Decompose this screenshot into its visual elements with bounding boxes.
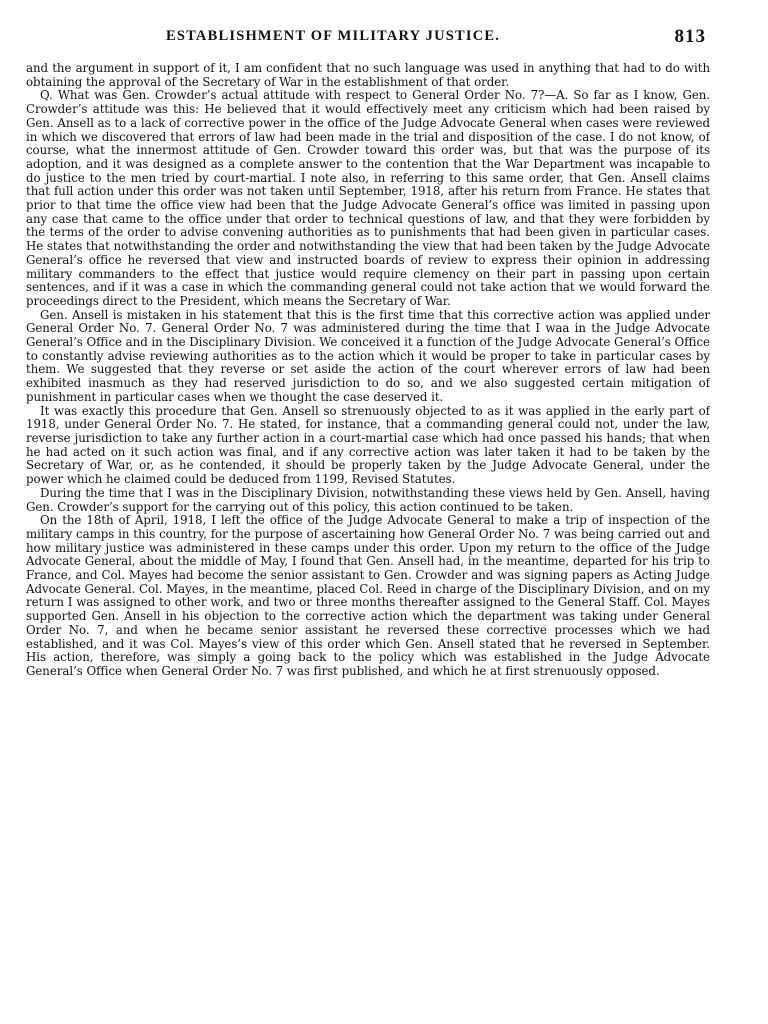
- body-text: [26, 62, 710, 679]
- paragraph-procedure-objection: It was exactly this procedure that Gen. Ansell so strenuously objected to as it was applied in the early part of 1918, under General Order No. 7. He stated, for instance, that a commanding general could not, under the law, reverse jurisdiction to take any further action in a court-martial case which had once passed his hands; that when he had acted on it such action was final, and if any corrective action was later taken it had to be taken by the Secretary of War, or, as he contended, it should be properly taken by the Judge Advocate General, under the power which he claimed could be deduced from 1199, Revised Statutes.: [26, 403, 710, 487]
- page-number: 813: [674, 26, 706, 47]
- paragraph-continued: and the argument in support of it, I am confident that no such language was used in anything that had to do with obtaining the approval of the Secretary of War in the establishment of that order.: [26, 61, 710, 89]
- running-title: ESTABLISHMENT OF MILITARY JUSTICE.: [166, 28, 501, 44]
- paragraph-disciplinary-division: During the time that I was in the Disciplinary Division, notwithstanding these views held by Gen. Ansell, having Gen. Crowder’s support for the carrying out of this policy, this action continued to be taken.: [26, 485, 710, 514]
- paragraph-crowder-attitude: Q. What was Gen. Crowder’s actual attitude with respect to General Order No. 7?—A. So far as I know, Gen. Crowder’s attitude was this: He believed that it would effectively meet any criticism which had been raised by Gen. Ansell as to a lack of corrective power in the office of the Judge Advocate General when cases were reviewed in which we discovered that errors of law had been made in the trial and disposition of the case. I do not know, of course, what the innermost attitude of Gen. Crowder toward this order was, but that was the purpose of its adoption, and it was designed as a complete answer to the contention that the War Department was incapable to do justice to the men tried by court-martial. I note also, in referring to this same order, that Gen. Ansell claims that full action under this order was not taken until September, 1918, after his return from France. He states that prior to that time the office view had been that the Judge Advocate General’s office was limited in passing upon any case that came to the office under that order to technical questions of law, and that they were forbidden by the terms of the order to advise convening authorities as to punishments that had been given in particular cases. He states that notwithstanding the order and notwithstanding the view that had been taken by the Judge Advocate General’s office he reversed that view and instructed boards of review to express their opinion in addressing military commanders to the effect that justice would require clemency on their part in passing upon certain sentences, and if it was a case in which the commanding general could not take action that we would forward the proceedings direct to the President, which means the Secretary of War.: [26, 88, 710, 308]
- paragraph-inspection-trip: On the 18th of April, 1918, I left the office of the Judge Advocate General to make a trip of inspection of the military camps in this country, for the purpose of ascertaining how General Order No. 7 was being carried out and how military justice was administered in these camps under this order. Upon my return to the office of the Judge Advocate General, about the middle of May, I found that Gen. Ansell had, in the meantime, departed for his trip to France, and Col. Mayes had become the senior assistant to Gen. Crowder and was signing papers as Acting Judge Advocate General. Col. Mayes, in the meantime, placed Col. Reed in charge of the Disciplinary Division, and on my return I was assigned to other work, and two or three months thereafter assigned to the General Staff. Col. Mayes supported Gen. Ansell in his objection to the corrective action which the department was taking under General Order No. 7, and when he became senior assistant he reversed these corrective processes which we had established, and it was Col. Mayes’s view of this order which Gen. Ansell stated that he reversed in September. His action, therefore, was simply a going back to the policy which was established in the Judge Advocate General’s Office when General Order No. 7 was first published, and which he at first strenuously opposed.: [26, 513, 710, 678]
- paragraph-ansell-mistaken: Gen. Ansell is mistaken in his statement that this is the first time that this corrective action was applied under General Order No. 7. General Order No. 7 was administered during the time that I waa in the Judge Advocate General’s Office and in the Disciplinary Division. We conceived it a function of the Judge Advocate General’s Office to constantly advise reviewing authorities as to the action which it would be proper to take in particular cases by them. We suggested that they reverse or set aside the action of the court wherever errors of law had been exhibited inasmuch as they had reserved jurisdiction to do so, and we also suggested certain mitigation of punishment in particular cases when we thought the case deserved it.: [26, 307, 710, 404]
- book-page: [26, 26, 710, 1006]
- running-header: [26, 26, 710, 50]
